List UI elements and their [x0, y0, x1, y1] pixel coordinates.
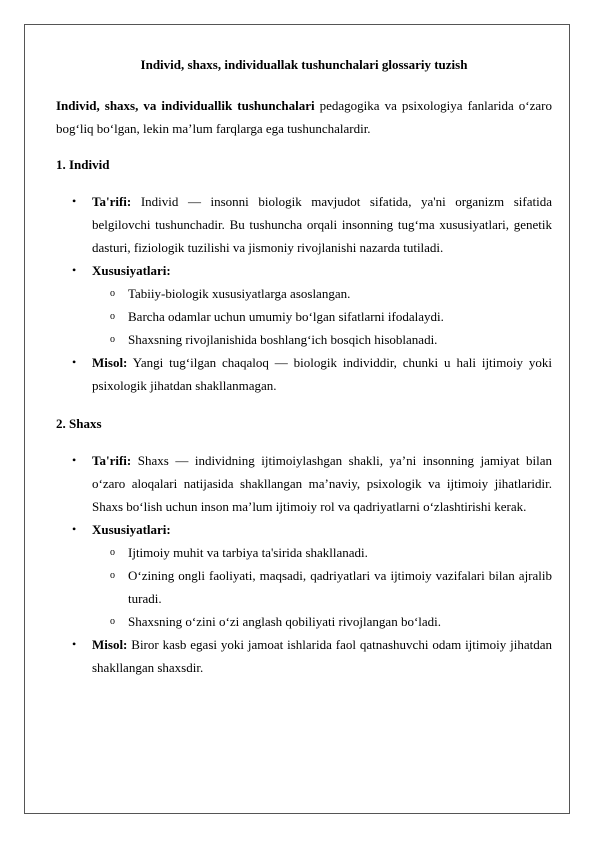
list-item [56, 633, 552, 679]
circle-bullet-icon: o [110, 334, 115, 345]
bullet-icon: • [72, 263, 77, 277]
feature-text: Tabiiy-biologik xususiyatlarga asoslangan. [128, 286, 351, 301]
definition-text: Shaxs — individning ijtimoiylashgan shakli, ya’ni insonning jamiyat bilan o‘zaro aloqalari natijasida shakllangan ma’naviy, psixologik va ijtimoiy jihatlaridir. Shaxs bo‘lish uchun inson ma’lum ijtimoiy rol va qadriyatlarni o‘zlashtirishi kerak. [92, 453, 552, 514]
individ-list [56, 190, 552, 397]
circle-bullet-icon: o [110, 616, 115, 627]
document-title: Individ, shaxs, individuallak tushunchalari glossariy tuzish [140, 57, 468, 72]
section-heading-individ: 1. Individ [56, 157, 110, 172]
example-label: Misol: [92, 637, 128, 652]
feature-text: Shaxsning o‘zini o‘zi anglash qobiliyati rivojlangan bo‘ladi. [128, 614, 442, 629]
example-label: Misol: [92, 355, 128, 370]
feature-item [92, 564, 552, 610]
feature-item [92, 541, 552, 564]
example-text: Biror kasb egasi yoki jamoat ishlarida faol qatnashuvchi odam ijtimoiy jihatdan shakllangan shaxsdir. [92, 637, 552, 675]
feature-item [92, 282, 552, 305]
feature-text: Shaxsning rivojlanishida boshlang‘ich bosqich hisoblanadi. [128, 332, 438, 347]
feature-text: Ijtimoiy muhit va tarbiya ta'sirida shakllanadi. [128, 545, 368, 560]
list-item [56, 518, 552, 633]
section-heading-shaxs: 2. Shaxs [56, 416, 102, 431]
bullet-icon: • [72, 637, 77, 651]
document-body [56, 56, 552, 697]
feature-text: O‘zining ongli faoliyati, maqsadi, qadriyatlari va ijtimoiy vazifalari bilan ajralib turadi. [128, 568, 552, 606]
shaxs-list [56, 449, 552, 679]
features-list [92, 282, 552, 351]
definition-label: Ta'rifi: [92, 453, 132, 468]
definition-label: Ta'rifi: [92, 194, 132, 209]
bullet-icon: • [72, 453, 77, 467]
intro-text: pedagogika va psixologiya fanlarida o‘zaro bog‘liq bo‘lgan, lekin ma’lum farqlarga ega tushunchalardir. [56, 98, 552, 136]
circle-bullet-icon: o [110, 547, 115, 558]
intro-paragraph [56, 94, 552, 140]
circle-bullet-icon: o [110, 288, 115, 299]
bullet-icon: • [72, 194, 77, 208]
example-text: Yangi tug‘ilgan chaqaloq — biologik individdir, chunki u hali ijtimoiy yoki psixologik jihatdan shakllanmagan. [92, 355, 552, 393]
features-list [92, 541, 552, 633]
feature-item [92, 328, 552, 351]
intro-bold: Individ, shaxs, va individuallik tushunchalari [56, 98, 315, 113]
list-item [56, 190, 552, 259]
bullet-icon: • [72, 522, 77, 536]
features-label: Xususiyatlari: [92, 263, 171, 278]
feature-text: Barcha odamlar uchun umumiy bo‘lgan sifatlarni ifodalaydi. [128, 309, 444, 324]
feature-item [92, 610, 552, 633]
bullet-icon: • [72, 355, 77, 369]
features-label: Xususiyatlari: [92, 522, 171, 537]
list-item [56, 259, 552, 351]
circle-bullet-icon: o [110, 311, 115, 322]
feature-item [92, 305, 552, 328]
definition-text: Individ — insonni biologik mavjudot sifatida, ya'ni organizm sifatida belgilovchi tushunchadir. Bu tushuncha orqali insonning tug‘ma xususiyatlari, genetik dasturi, fiziologik tuzilishi va jismoniy rivojlanishi nazarda tutiladi. [92, 194, 552, 255]
list-item [56, 351, 552, 397]
list-item [56, 449, 552, 518]
circle-bullet-icon: o [110, 570, 115, 581]
